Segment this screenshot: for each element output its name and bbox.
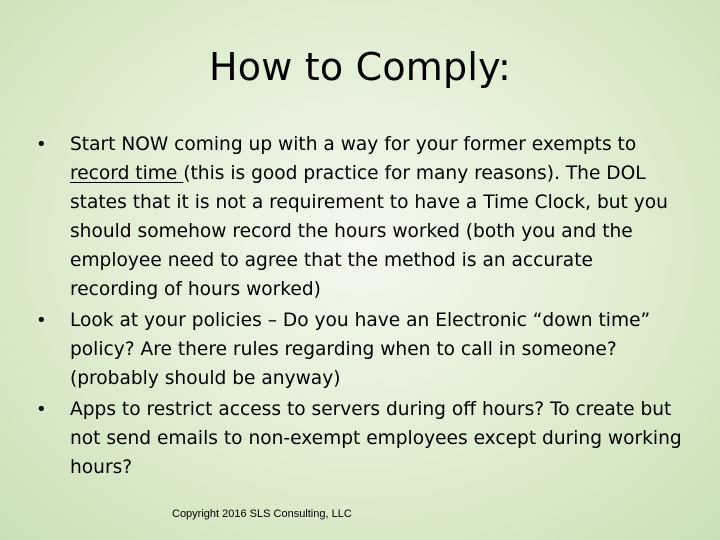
bullet-item	[36, 306, 686, 393]
bullet-marker-icon: •	[36, 134, 47, 155]
bullet-item	[36, 395, 686, 482]
bullet-text-underlined: record time	[70, 163, 184, 184]
bullet-text: Apps to restrict access to servers during off hours? To create but not send emails to non-exempt employees except during working hours?	[70, 399, 682, 478]
bullet-text: Look at your policies – Do you have an Electronic “down time” policy? Are there rules regarding when to call in someone? (probably should be anyway)	[70, 310, 651, 389]
bullet-item	[36, 130, 686, 304]
bullet-text-lead: Start NOW coming up with a way for your former exempts to	[70, 134, 637, 155]
bullet-list	[36, 130, 686, 484]
bullet-marker-icon: •	[36, 399, 47, 420]
bullet-marker-icon: •	[36, 310, 47, 331]
bullet-text-rest: (this is good practice for many reasons). The DOL states that it is not a requirement to have a Time Clock, but you should somehow record the hours worked (both you and the employee need to agree that the method is an accurate recording of hours worked)	[70, 163, 668, 300]
slide-title: How to Comply:	[208, 45, 511, 89]
copyright-footer: Copyright 2016 SLS Consulting, LLC	[172, 508, 352, 520]
